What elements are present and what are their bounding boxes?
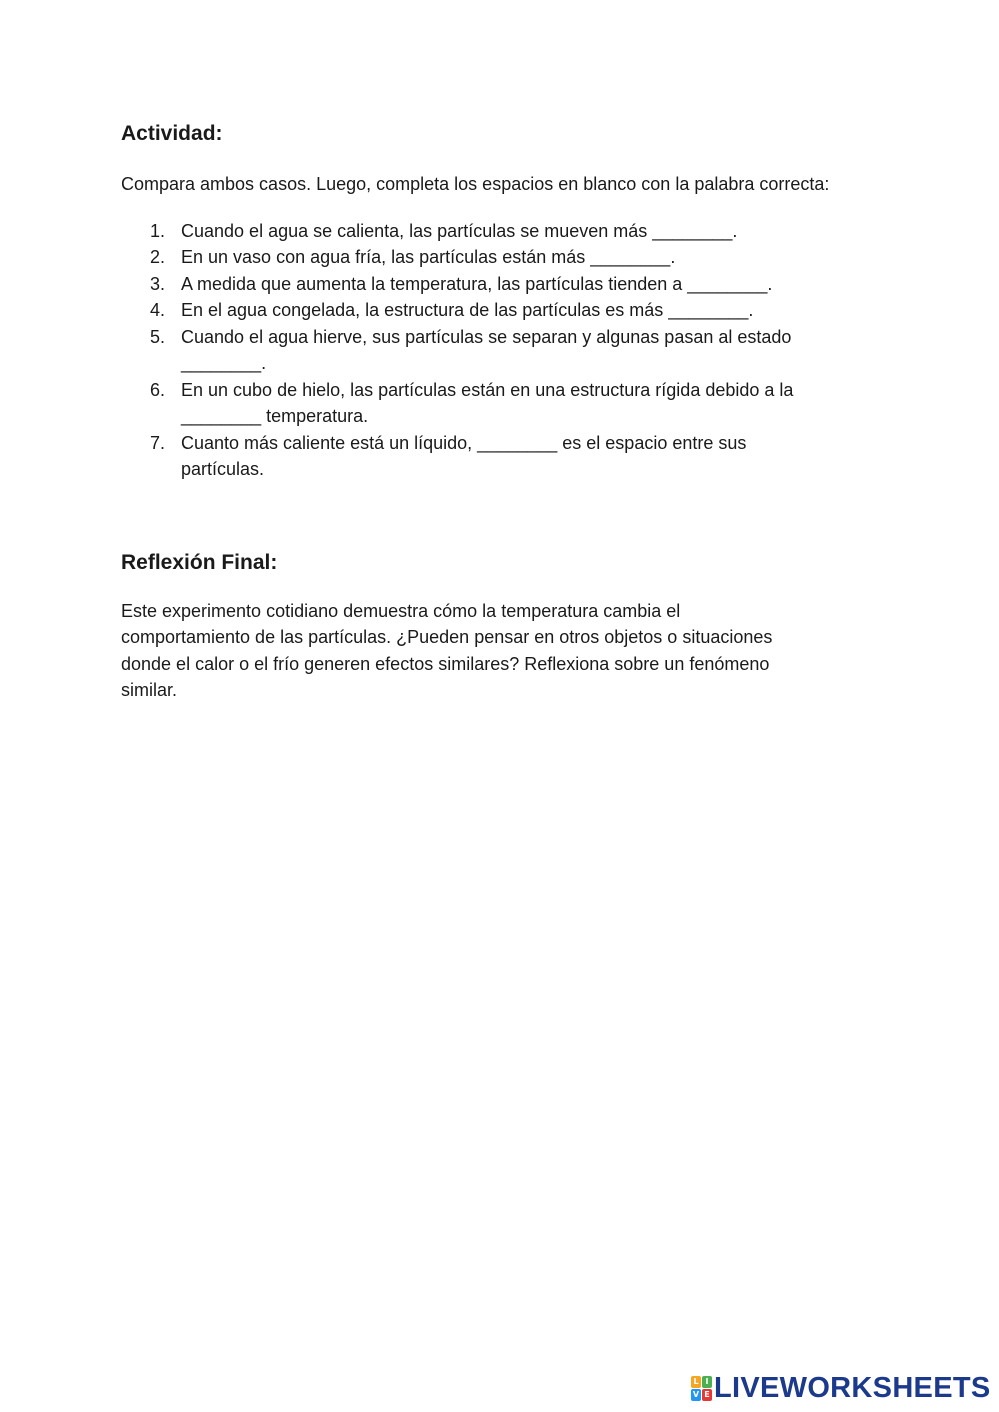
exercise-item-5	[121, 324, 881, 377]
item-text: Cuanto más caliente está un líquido, ________ es el espacio entre sus	[181, 432, 747, 453]
item-number: 4.	[150, 300, 166, 320]
logo-block-v: V	[692, 1390, 700, 1399]
liveworksheets-icon	[691, 1376, 711, 1400]
actividad-heading: Actividad:	[121, 122, 223, 145]
item-text: Cuando el agua hierve, sus partículas se separan y algunas pasan al estado	[181, 326, 792, 347]
item-number: 7.	[150, 432, 166, 453]
logo-block-i: I	[702, 1376, 712, 1388]
reflexion-line: similar.	[121, 680, 178, 700]
item-text: En un vaso con agua fría, las partículas están más ________.	[181, 247, 676, 267]
item-number: 2.	[150, 247, 166, 267]
reflexion-paragraph	[121, 598, 881, 704]
item-text: En el agua congelada, la estructura de las partículas es más ________.	[181, 300, 754, 320]
item-number: 5.	[150, 326, 166, 347]
reflexion-line: Este experimento cotidiano demuestra cómo la temperatura cambia el	[121, 600, 681, 621]
item-text: Cuando el agua se calienta, las partículas se mueven más ________.	[181, 220, 738, 241]
intro-text: Compara ambos casos. Luego, completa los espacios en blanco con la palabra correcta:	[121, 174, 830, 194]
liveworksheets-logo[interactable]	[691, 1372, 991, 1404]
item-number: 6.	[150, 379, 166, 400]
item-number: 3.	[150, 273, 166, 294]
actividad-intro	[121, 171, 881, 198]
item-text-continued: ________.	[181, 353, 267, 373]
item-number: 1.	[150, 220, 166, 241]
item-text-continued: partículas.	[181, 459, 265, 479]
exercise-item-6	[121, 377, 881, 430]
logo-block-l: L	[691, 1376, 701, 1388]
brand-name: LIVEWORKSHEETS	[714, 1372, 991, 1404]
exercise-item-7	[121, 430, 881, 483]
reflexion-line: donde el calor o el frío generen efectos similares? Reflexiona sobre un fenómeno	[121, 653, 770, 674]
reflexion-line: comportamiento de las partículas. ¿Pueden pensar en otros objetos o situaciones	[121, 627, 773, 647]
exercise-item-4	[121, 297, 881, 324]
worksheet-page	[121, 118, 881, 704]
item-text: En un cubo de hielo, las partículas están en una estructura rígida debido a la	[181, 379, 794, 400]
exercise-list	[121, 218, 881, 483]
item-text-continued: ________ temperatura.	[181, 406, 369, 426]
reflexion-heading: Reflexión Final:	[121, 550, 278, 574]
exercise-item-1	[121, 218, 881, 245]
exercise-item-3	[121, 271, 881, 298]
item-text: A medida que aumenta la temperatura, las partículas tienden a ________.	[181, 273, 773, 294]
exercise-item-2	[121, 244, 881, 271]
logo-block-e: E	[702, 1389, 712, 1401]
